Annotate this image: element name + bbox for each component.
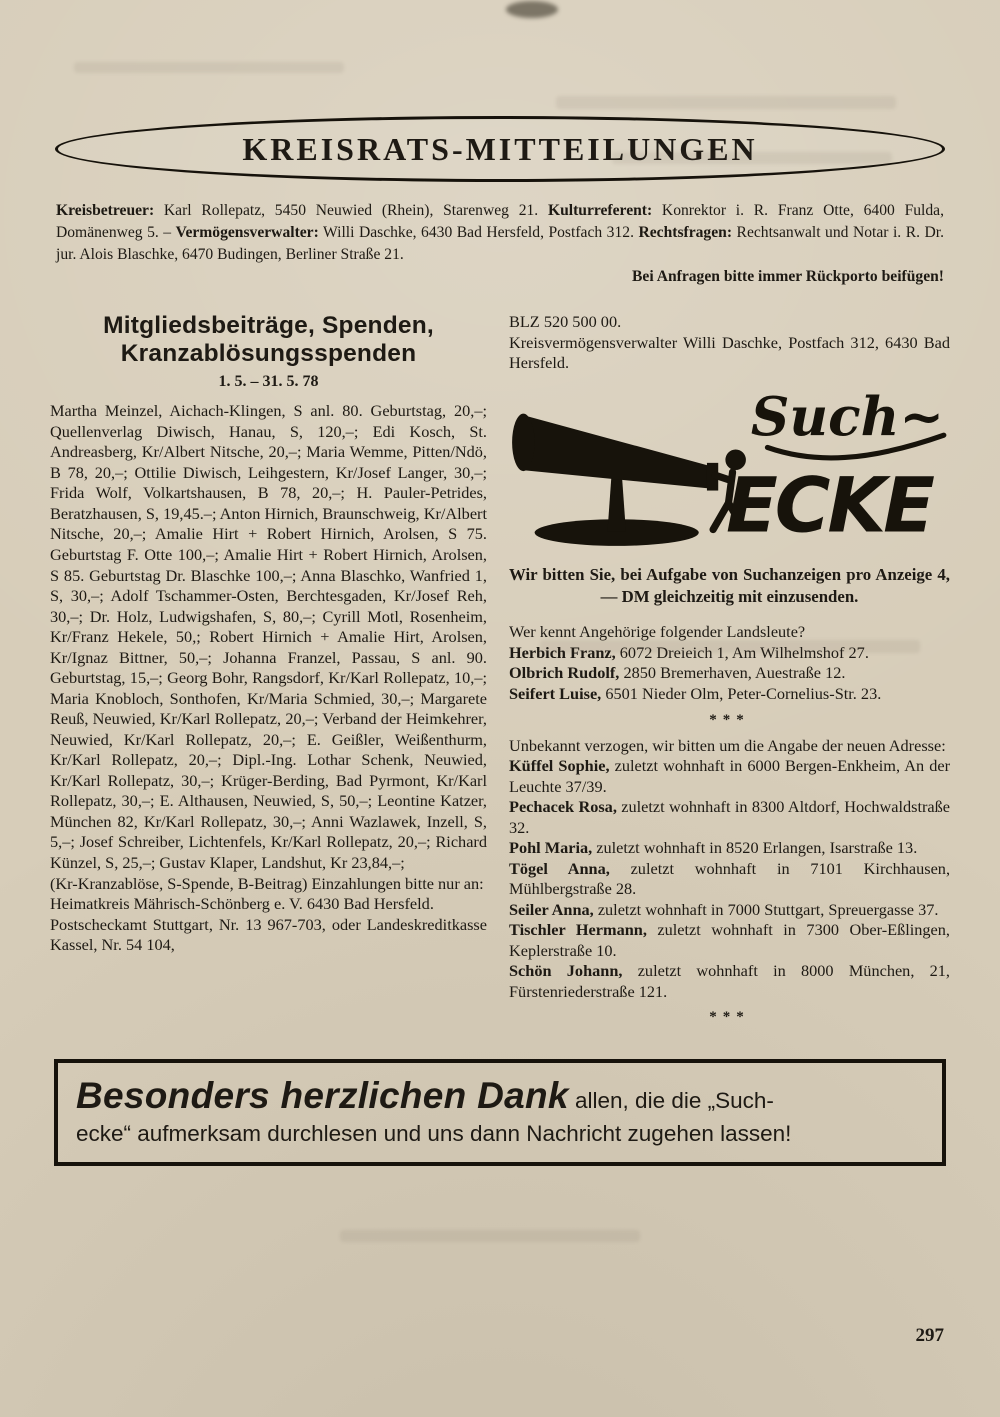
person-address: zuletzt wohnhaft in 8000 München, 21, Fürstenriederstraße 121. [509, 961, 950, 1001]
donations-list: Martha Meinzel, Aichach-Klingen, S anl. 80. Geburtstag, 20,–; Quellenverlag Diwisch, Hanau, S, 120,–; Edi Kosch, St. Andreasberg, Kr/Albert Nitsche, 20,–; Maria Wemme, Pitten/Ndö, B 78, 20,–; Ottilie Diwisch, Leihgestern, Kr/Josef Langer, 30,–; Frida Wolf, Volkartshausen, B 78, 20,–; H. Pauler-Petrides, Beratzhausen, S, 19,45.–; Anton Hirnich, Braunschweig, Kr/Albert Nitsche, 20,–; Amalie Hirt + Robert Hirnich, Arolsen, S 75. Geburtstag F. Otte 100,–; Amalie Hirt + Robert Hirnich, Arolsen, S 85. Geburtstag Dr. Blaschke 100,–; Anna Blaschko, Wanfried 1, S, 30,–; Adolf Tschammer-Osten, Berchtesgaden, Kr/Josef Reh, 30,–; Dr. Holz, Ludwigshafen, S, 80,–; Cyrill Motl, Rosenheim, Kr/Franz Hekele, 50,; Robert Hirnich + Amalie Hirt, Arolsen, Kr/Ignaz Bittner, 50,–; Johanna Franzel, Passau, S anl. 90. Geburtstag, 15,–; Georg Bohr, Rangsdorf, Kr/Karl Rollepatz, 10,–; Maria Knobloch, Sonthofen, Kr/Maria Schmied, 30,–; Margarete Reuß, Neuwied, Kr/Karl Rollepatz, 20,–; Verband der Heimkehrer, Neuwied, Kr/Karl Rollepatz, 20,–; E. Geißler, Weißenthurm, Kr/Karl Rollepatz, 20,–; Dipl.-Ing. Lothar Schenk, Neuwied, Kr/Karl Rollepatz, 30,–; Krüger-Berding, Bad Pyrmont, Kr/Karl Rollepatz, 30,–; E. Althausen, Neuwied, S, 50,–; Leontine Katzer, München 82, Kr/Karl Rollepatz, 30,–; Anni Wazlawek, Inzell, S, 5,–; Josef Schreiber, Lichtenfels, Kr/Karl Rollepatz, 20,–; Richard Künzel, S, 25,–; Gustav Klaper, Landshut, Kr 23,84,–; [50, 401, 487, 872]
person-address: 6072 Dreieich 1, Am Wilhelmshof 27. [615, 642, 869, 662]
person-name: Herbich Franz, [509, 642, 616, 662]
moved-intro: Unbekannt verzogen, wir bitten um die Angabe der neuen Adresse: [509, 735, 946, 755]
two-column-layout [50, 312, 950, 1033]
person-address: 6501 Nieder Olm, Peter-Cornelius-Str. 23. [601, 683, 882, 703]
person-name: Tögel Anna, [509, 858, 610, 878]
contact-role-label: Kulturreferent: [547, 202, 653, 219]
person-name: Olbrich Rudolf, [509, 663, 620, 683]
search-entry [509, 961, 950, 1002]
search-entry [509, 838, 950, 859]
person-name: Tischler Hermann, [509, 920, 647, 940]
person-address: zuletzt wohnhaft in 7000 Stuttgart, Spreuergasse 37. [593, 899, 939, 919]
person-address: zuletzt wohnhaft in 6000 Bergen-Enkheim, An der Leuchte 37/39. [509, 756, 950, 796]
scan-smudge [506, 1, 558, 18]
donations-accounts: Postscheckamt Stuttgart, Nr. 13 967-703, oder Landeskreditkasse Kassel, Nr. 54 104, [50, 914, 487, 955]
donations-heading-line1: Mitgliedsbeiträge, Spenden, [103, 312, 434, 340]
person-name: Schön Johann, [509, 961, 623, 981]
person-address: zuletzt wohnhaft in 7101 Kirchhausen, Mühlbergstraße 28. [509, 858, 951, 899]
bank-blz: BLZ 520 500 00. [509, 312, 622, 332]
thanks-rest-line2: ecke“ aufmerksam durchlesen und uns dann Nachricht zugehen lassen! [76, 1120, 792, 1146]
donations-payee: Heimatkreis Mährisch-Schönberg e. V. 6430 Bad Hersfeld. [50, 894, 434, 914]
donations-heading [50, 312, 487, 367]
bleedthrough-mark [74, 62, 344, 73]
donations-legend: (Kr-Kranzablöse, S-Spende, B-Beitrag) Einzahlungen bitte nur an: [50, 873, 484, 893]
separator-stars: *** [709, 711, 750, 728]
contact-detail: Konrektor i. R. Franz Otte, 6400 Fulda, Domänenweg 5. – [56, 202, 944, 242]
person-name: Pechacek Rosa, [509, 797, 617, 817]
logo-text-such: Such~ [750, 388, 945, 449]
search-entry [509, 859, 950, 900]
bleedthrough-mark [340, 1230, 640, 1242]
person-address: zuletzt wohnhaft in 8520 Erlangen, Isarstraße 13. [592, 838, 918, 858]
page-number: 297 [915, 1325, 944, 1346]
contact-role-label: Vermögensverwalter: [175, 224, 319, 242]
rueckporto-note: Bei Anfragen bitte immer Rückporto beifügen! [632, 268, 944, 286]
thanks-box [54, 1059, 946, 1165]
search-entry [509, 797, 950, 838]
bleedthrough-mark [556, 96, 896, 109]
right-column [509, 312, 950, 1033]
contact-detail: Rechtsanwalt und Notar i. R. Dr. jur. Alois Blaschke, 6470 Budingen, Berliner Straße 21. [56, 224, 944, 264]
fee-notice: Wir bitten Sie, bei Aufgabe von Suchanzeigen pro Anzeige 4,— DM gleichzeitig mit einzusenden. [509, 565, 950, 607]
telescope-illustration [509, 388, 950, 550]
person-name: Pohl Maria, [509, 838, 593, 858]
thanks-rest-line1: allen, die die „Such- [568, 1088, 774, 1114]
contact-detail: Karl Rollepatz, 5450 Neuwied (Rhein), Starenweg 21. [154, 202, 548, 219]
person-address: zuletzt wohnhaft in 8300 Altdorf, Hochwaldstraße 32. [509, 797, 951, 837]
search-entry [509, 920, 950, 961]
logo-text-ecke: ECKE [726, 461, 932, 550]
such-ecke-logo [509, 388, 950, 550]
bank-admin: Kreisvermögensverwalter Willi Daschke, Postfach 312, 6430 Bad Hersfeld. [509, 332, 950, 373]
person-address: 2850 Bremerhaven, Auestraße 12. [619, 663, 846, 683]
person-address: zuletzt wohnhaft in 7300 Ober-Eßlingen, Keplerstraße 10. [509, 920, 950, 960]
person-name: Seifert Luise, [509, 683, 602, 703]
search-entry [509, 684, 950, 705]
search-entry [509, 756, 950, 797]
donations-heading-line2: Kranzablösungsspenden [120, 339, 417, 367]
person-name: Seiler Anna, [509, 899, 594, 919]
page-title: KREISRATS-MITTEILUNGEN [242, 130, 758, 167]
left-column [50, 312, 487, 1033]
bleedthrough-mark [612, 152, 892, 164]
search-entry [509, 663, 950, 684]
date-range: 1. 5. – 31. 5. 78 [218, 373, 319, 391]
person-name: Küffel Sophie, [509, 756, 610, 776]
masthead-banner [55, 116, 945, 182]
thanks-lead: Besonders herzlichen Dank [76, 1075, 569, 1117]
contact-role-label: Kreisbetreuer: [56, 202, 155, 219]
who-question: Wer kennt Angehörige folgender Landsleute? [509, 622, 806, 642]
search-entry [509, 900, 950, 921]
contact-detail: Willi Daschke, 6430 Bad Hersfeld, Postfach 312. [318, 224, 639, 242]
bleedthrough-mark [540, 640, 920, 653]
contacts-paragraph [56, 200, 944, 266]
separator-stars: *** [709, 1009, 750, 1026]
contact-role-label: Rechtsfragen: [638, 224, 733, 242]
